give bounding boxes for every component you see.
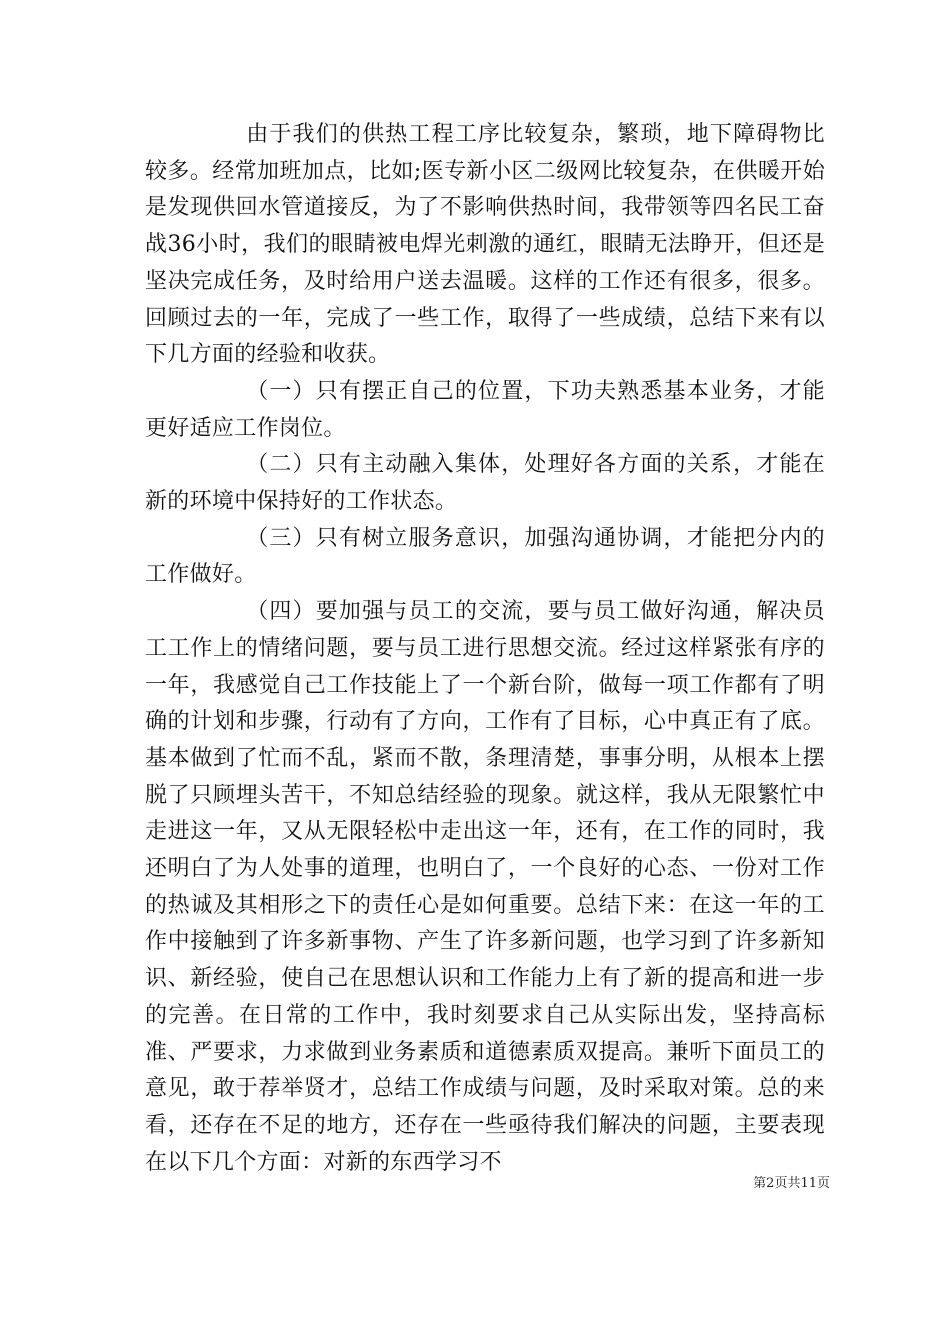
paragraph-point-2: （二）只有主动融入集体，处理好各方面的关系，才能在新的环境中保持好的工作状态。 [145,452,825,515]
paragraph-point-4: （四）要加强与员工的交流，要与员工做好沟通，解决员工工作上的情绪问题，要与员工进行思想交流。经过这样紧张有序的一年，我感觉自己工作技能上了一个新台阶，做每一项工作都有了明确的计划和步骤，行动有了方向，工作有了目标，心中真正有了底。基本做到了忙而不乱，紧而不散，条理清楚，事事分明，从根本上摆脱了只顾埋头苦干，不知总结经验的现象。就这样，我从无限繁忙中走进这一年，又从无限轻松中走出这一年，还有，在工作的同时，我还明白了为人处事的道理，也明白了，一个良好的心态、一份对工作的热诚及其相形之下的责任心是如何重要。总结下来：在这一年的工作中接触到了许多新事物、产生了许多新问题，也学习到了许多新知识、新经验，使自己在思想认识和工作能力上有了新的提高和进一步的完善。在日常的工作中，我时刻要求自己从实际出发，坚持高标准、严要求，力求做到业务素质和道德素质双提高。兼听下面员工的意见，敢于荐举贤才，总结工作成绩与问题，及时采取对策。总的来看，还存在不足的地方，还存在一些亟待我们解决的问题，主要表现在以下几个方面：对新的东西学习不 [145,599,825,1175]
document-body [145,117,825,1181]
paragraph-intro: 由于我们的供热工程工序比较复杂，繁琐，地下障碍物比较多。经常加班加点，比如;医专新小区二级网比较复杂，在供暖开始是发现供回水管道接反，为了不影响供热时间，我带领等四名民工奋战36小时，我们的眼睛被电焊光刺激的通红，眼睛无法睁开，但还是坚决完成任务，及时给用户送去温暖。这样的工作还有很多，很多。回顾过去的一年，完成了一些工作，取得了一些成绩，总结下来有以下几方面的经验和收获。 [145,122,825,368]
paragraph-point-3: （三）只有树立服务意识，加强沟通协调，才能把分内的工作做好。 [145,525,825,588]
page-number: 第2页共11页 [753,1176,830,1191]
paragraph-point-1: （一）只有摆正自己的位置，下功夫熟悉基本业务，才能更好适应工作岗位。 [145,378,825,441]
